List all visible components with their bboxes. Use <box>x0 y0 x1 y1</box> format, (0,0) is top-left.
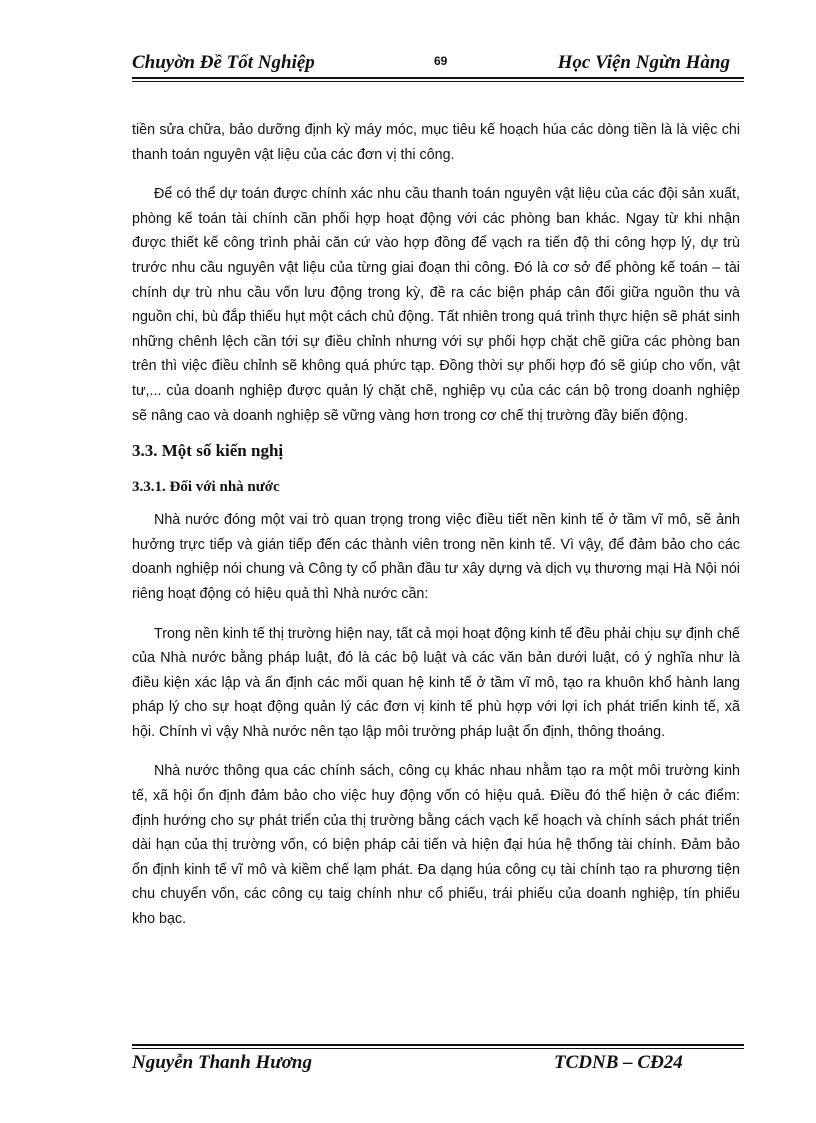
subsection-heading: 3.3.1. Đối với nhà nước <box>132 479 280 496</box>
footer-class-code: TCDNB – CĐ24 <box>554 1052 683 1073</box>
page-number: 69 <box>434 54 448 68</box>
paragraph: Để có thể dự toán được chính xác nhu cầu thanh toán nguyên vật liệu của các đội sản xuất, phòng kế toán tài chính cần phối hợp hoạt động với các phòng ban khác. Ngay từ khi nhận được thiết kế công trình phải căn cứ vào hợp đồng để vạch ra tiến độ thi công hợp lý, dự trù trước nhu cầu nguyên vật liệu của từng giai đoạn thi công. Đó là cơ sở để phòng kế toán – tài chính dự trù nhu cầu vốn lưu động trong kỳ, đề ra các biện pháp cân đối giữa nguồn thu và nguồn chi, bù đắp thiếu hụt một cách chủ động. Tất nhiên trong quá trình thực hiện sẽ phát sinh những chênh lệch cần tới sự điều chỉnh nhưng với sự phối hợp chặt chẽ giữa các phòng ban trên thì việc điều chỉnh sẽ không quá phức tạp. Đồng thời sự phối hợp đó sẽ giúp cho vốn, vật tư,... của doanh nghiệp được quản lý chặt chẽ, nghiệp vụ của các cán bộ trong doanh nghiệp sẽ nâng cao và doanh nghiệp sẽ vững vàng hơn trong cơ chế thị trường đầy biến động. <box>132 186 740 424</box>
paragraph: Nhà nước thông qua các chính sách, công cụ khác nhau nhằm tạo ra một môi trường kinh tế, xã hội ổn định đảm bảo cho việc huy động vốn có hiệu quả. Điều đó thể hiện ở các điểm: định hướng cho sự phát triển của thị trường bằng cách vạch kế hoạch và chính sách phát triển dài hạn của thị trường vốn, có biện pháp cải tiến và hiện đại húa hệ thống tài chính. Đảm bảo ổn định kinh tế vĩ mô và kiềm chế lạm phát. Đa dạng húa công cụ tài chính tạo ra phương tiện chu chuyển vốn, các công cụ taig chính như cổ phiếu, trái phiếu của doanh nghiệp, tín phiếu kho bạc. <box>132 763 740 928</box>
page-body <box>132 118 740 932</box>
header-rule-thin <box>132 81 744 82</box>
section-heading: 3.3. Một số kiến nghị <box>132 441 284 461</box>
paragraph: tiền sửa chữa, bảo dưỡng định kỳ máy móc, mục tiêu kế hoạch húa các dòng tiền là là việc chi thanh toán nguyên vật liệu của các đơn vị thi công. <box>132 122 740 163</box>
footer-author: Nguyễn Thanh Hương <box>132 1052 312 1073</box>
footer-rule-thin <box>132 1048 744 1049</box>
page-header <box>132 50 744 80</box>
paragraph: Trong nền kinh tế thị trường hiện nay, tất cả mọi hoạt động kinh tế đều phải chịu sự định chế của Nhà nước bằng pháp luật, đó là các bộ luật và các văn bản dưới luật, có ý nghĩa như là điều kiện xác lập và ấn định các mối quan hệ kinh tế ở tầm vĩ mô, tạo ra khuôn khổ hành lang pháp lý cho sự hoạt động quản lý các đơn vị kinh tế phù hợp với lợi ích phát triển kinh tế, xã hội. Chính vì vậy Nhà nước nên tạo lập môi trường pháp luật ổn định, thông thoáng. <box>132 625 740 740</box>
page-footer <box>132 1040 744 1080</box>
footer-rule-thick <box>132 1044 744 1046</box>
header-title-right: Học Viện Ngừn Hàng <box>557 52 730 73</box>
header-rule-thick <box>132 77 744 79</box>
header-title-left: Chuyờn Đề Tốt Nghiệp <box>132 52 315 73</box>
paragraph: Nhà nước đóng một vai trò quan trọng trong việc điều tiết nền kinh tế ở tầm vĩ mô, sẽ ảnh hưởng trực tiếp và gián tiếp đến các thành viên trong nền kinh tế. Vì vậy, để đảm bảo cho các doanh nghiệp nói chung và Công ty cổ phần đầu tư xây dựng và dịch vụ thương mại Hà Nội nói riêng hoạt động có hiệu quả thì Nhà nước cần: <box>132 512 740 602</box>
